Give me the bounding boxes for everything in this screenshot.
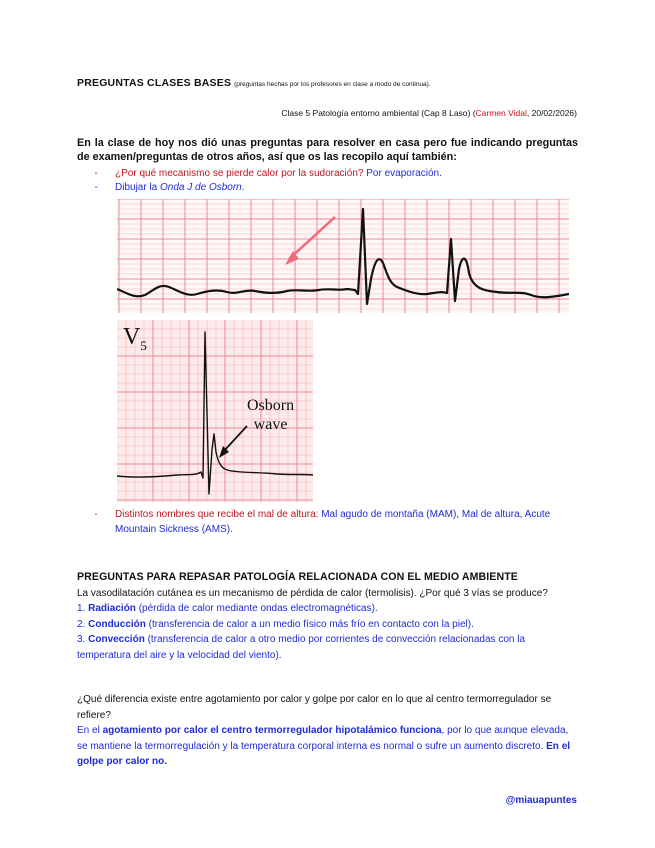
question-text: ¿Por qué mecanismo se pierde calor por la sudoración? [115, 168, 364, 179]
section-title: PREGUNTAS PARA REPASAR PATOLOGÍA RELACIONADA CON EL MEDIO AMBIENTE [77, 571, 518, 583]
item-text: (transferencia de calor a un medio físico más frío en contacto con la piel). [145, 618, 474, 630]
osborn-wave-figure [117, 320, 313, 502]
bullet-dash: - [94, 182, 98, 193]
lead-letter: V [123, 324, 141, 350]
answer-paragraph [77, 723, 578, 770]
answer-prefix: En el [77, 725, 103, 736]
review-section [77, 570, 578, 663]
heat-question [77, 692, 578, 770]
lead-subscript: 5 [140, 337, 147, 353]
intro-paragraph: En la clase de hoy nos dió unas preguntas para resolver en casa pero fue indicando preguntas de examen/preguntas de otros años, así que os las recopilo aquí también: [77, 137, 578, 163]
bullet-list [77, 167, 578, 195]
bullet-altitude [77, 507, 578, 537]
osborn-annotation [247, 396, 294, 434]
class-info-text: Clase 5 Patología entorno ambiental (Cap 8 Laso) ( [281, 108, 476, 118]
list-item [77, 601, 578, 617]
answer-bold-2: En el golpe por calor no. [77, 740, 571, 767]
item-bold: Radiación [88, 603, 136, 614]
signature: @miauapuntes [505, 795, 577, 806]
section-question: La vasodilatación cutánea es un mecanismo de pérdida de calor (termolisis). ¿Por qué 3 vías se produce? [77, 587, 548, 599]
answer-bold: agotamiento por calor el centro termorregulador hipotalámico funciona [102, 725, 442, 736]
item-text: (transferencia de calor a otro medio por corrientes de convección relacionadas con la temperatura del aire y la velocidad del viento). [77, 634, 526, 661]
answer-text: , por lo que aunque elevada, se mantiene la termorregulación y la temperatura corporal interna es normal o sufre un aumento discreto. [77, 725, 569, 752]
bullet-dash: - [94, 509, 98, 520]
list-item [77, 632, 578, 663]
item-number: 1. [77, 603, 89, 614]
item-bold: Conducción [88, 618, 146, 630]
ecg-strip-image [117, 199, 569, 313]
author-name: Carmen Vidal [475, 108, 527, 118]
annotation-line1: Osborn [247, 397, 295, 414]
item-number: 2. [77, 618, 89, 630]
class-info [281, 108, 577, 118]
bullet-dash: - [94, 168, 98, 179]
drawing-prefix: Dibujar la [115, 182, 161, 193]
answer-text: Por evaporación. [363, 168, 442, 179]
question-text: Distintos nombres que recibe el mal de altura: [115, 509, 319, 520]
class-date: , 20/02/2026) [526, 108, 577, 118]
drawing-suffix: . [241, 182, 245, 193]
list-item [77, 507, 578, 537]
answer-text: Mal agudo de montaña (MAM), Mal de altura, Acute Mountain Sickness (AMS). [115, 509, 551, 535]
lead-label [123, 324, 147, 354]
question-text: ¿Qué diferencia existe entre agotamiento por calor y golpe por calor en lo que al centro termorregulador se refiere? [77, 694, 552, 721]
header-subtitle: (preguntas hechas por los profesores en clase a modo de continua). [234, 81, 431, 88]
header-title: PREGUNTAS CLASES BASES [77, 77, 232, 89]
header [77, 77, 577, 89]
list-item [77, 181, 578, 195]
item-number: 3. [77, 634, 89, 645]
item-bold: Convección [88, 634, 145, 645]
annotation-line2: wave [253, 416, 288, 433]
drawing-italic: Onda J de Osborn [160, 182, 242, 193]
item-text: (pérdida de calor mediante ondas electromagnéticas). [135, 603, 378, 614]
list-item [77, 617, 578, 633]
list-item [77, 167, 578, 181]
